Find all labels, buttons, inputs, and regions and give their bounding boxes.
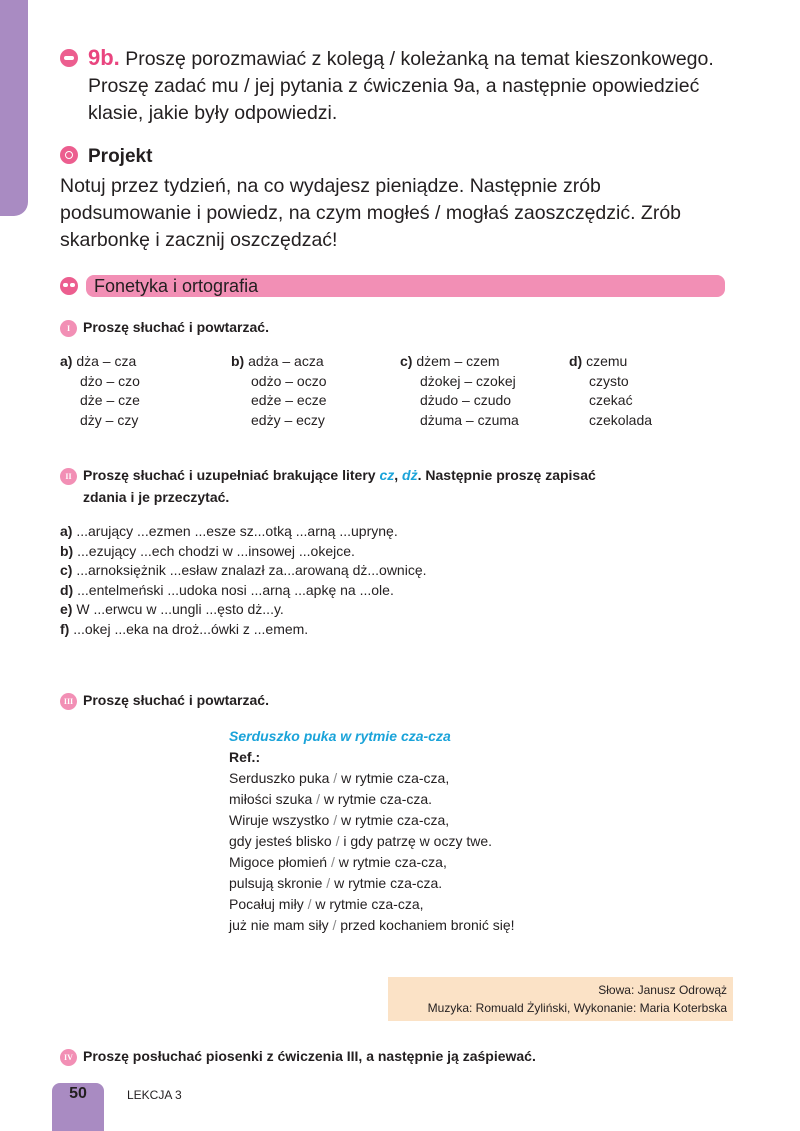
item-letter: b): [60, 542, 74, 559]
syllable-word: czysto: [589, 372, 629, 389]
project-title: Projekt: [88, 146, 153, 167]
project-line: skarbonkę i zacznij oszczędzać!: [60, 229, 338, 251]
item-letter: d): [60, 581, 74, 598]
list-item: [60, 600, 427, 620]
item-letter: e): [60, 601, 73, 617]
syllable-column-b: [231, 352, 327, 430]
lyric-line: Migoce płomień / w rytmie cza-cza,: [229, 854, 447, 870]
syllable-pair: dże – cze: [80, 392, 140, 408]
credit-line: Muzyka: Romuald Żyliński, Wykonanie: Maria Koterbska: [427, 1001, 727, 1015]
list-item: [60, 561, 427, 581]
exercise-instruction: . Następnie proszę zapisać: [417, 467, 596, 483]
gear-icon: [60, 146, 78, 164]
column-letter: c): [400, 353, 413, 369]
exercise-i-heading: [60, 316, 269, 338]
credit-line: Słowa: Janusz Odrowąż: [598, 983, 727, 997]
lyric-line: Pocałuj miły / w rytmie cza-cza,: [229, 896, 424, 912]
syllable-pair: dży – czy: [80, 411, 139, 428]
exercise-text-line: Proszę zadać mu / jej pytania z ćwiczenia 9a, a następnie opowiedzieć: [88, 75, 700, 97]
exercise-number: 9b.: [88, 45, 120, 70]
syllable-column-c: [400, 352, 519, 430]
syllable-pair: dżuma – czuma: [420, 411, 519, 428]
letter-dz: dż: [402, 467, 418, 483]
exercise-instruction: Proszę słuchać i uzupełniać brakujące litery: [83, 467, 380, 483]
sentence-list: [60, 522, 427, 639]
syllable-pair: dżokej – czokej: [420, 372, 516, 389]
list-item: [60, 620, 427, 640]
exercise-text-line: klasie, jakie były odpowiedzi.: [88, 102, 338, 124]
exercise-badge: IV: [60, 1049, 77, 1066]
syllable-column-d: [569, 352, 652, 430]
lyric-line: miłości szuka / w rytmie cza-cza.: [229, 791, 433, 807]
exercise-iii-heading: [60, 689, 269, 711]
syllable-pair: odżo – oczo: [251, 372, 327, 389]
syllable-word: czemu: [586, 353, 628, 369]
song-lyrics: [229, 726, 515, 936]
song-title: Serduszko puka w rytmie cza-cza: [229, 728, 451, 744]
sentence-text: ...ezujący ...ech chodzi w ...insowej ...okejce.: [77, 542, 355, 559]
syllable-pair: dżem – czem: [416, 353, 500, 369]
list-item: [60, 522, 427, 542]
item-letter: f): [60, 620, 70, 637]
lyric-line: już nie mam siły / przed kochaniem bronić się!: [229, 917, 515, 933]
project-line: Notuj przez tydzień, na co wydajesz pieniądze. Następnie zrób: [60, 175, 601, 197]
syllable-pair: edży – eczy: [251, 411, 325, 428]
project-body: [60, 173, 725, 254]
project-heading: [60, 146, 152, 168]
lesson-label: LEKCJA 3: [127, 1088, 182, 1102]
section-title: Fonetyka i ortografia: [86, 275, 725, 297]
exercise-iv-heading: [60, 1045, 536, 1067]
sentence-text: ...arnoksiężnik ...esław znalazł za...arowaną dż...ownicę.: [76, 562, 427, 578]
separator: ,: [394, 467, 403, 483]
list-item: [60, 581, 427, 601]
exercise-9b: [60, 44, 730, 127]
lyric-line: Serduszko puka / w rytmie cza-cza,: [229, 770, 450, 786]
sentence-text: W ...erwcu w ...ungli ...ęsto dż...y.: [76, 601, 284, 617]
list-item: [60, 542, 427, 562]
exercise-text-line: Proszę porozmawiać z kolegą / koleżanką na temat kieszonkowego.: [119, 48, 714, 70]
syllable-word: czekolada: [589, 411, 653, 428]
syllable-pair: dża – cza: [76, 353, 137, 369]
speaking-icon: [60, 49, 78, 67]
exercise-badge: III: [60, 693, 77, 710]
syllable-column-a: [60, 352, 140, 430]
refrain-label: Ref.:: [229, 749, 261, 765]
song-credits: [388, 977, 733, 1021]
sentence-text: ...okej ...eka na droż...ówki z ...emem.: [73, 620, 309, 637]
exercise-badge: II: [60, 468, 77, 485]
lyric-line: pulsują skronie / w rytmie cza-cza.: [229, 875, 443, 891]
item-letter: c): [60, 562, 73, 578]
syllable-pair: edże – ecze: [251, 392, 327, 408]
project-line: podsumowanie i powiedz, na czym mogłeś / mogłaś zaoszczędzić. Zrób: [60, 202, 682, 224]
column-letter: d): [569, 353, 583, 369]
column-letter: b): [231, 353, 245, 369]
syllable-word: czekać: [589, 392, 633, 408]
exercise-badge: I: [60, 320, 77, 337]
sentence-text: ...entelmeński ...udoka nosi ...arną ...apkę na ...ole.: [77, 581, 394, 598]
section-header: [60, 275, 725, 297]
letter-cz: cz: [379, 467, 395, 483]
lyric-line: gdy jesteś blisko / i gdy patrzę w oczy twe.: [229, 833, 493, 849]
syllable-pair: adża – acza: [248, 353, 324, 369]
column-letter: a): [60, 353, 73, 369]
item-letter: a): [60, 523, 73, 539]
exercise-instruction: Proszę słuchać i powtarzać.: [83, 692, 269, 708]
syllable-pair: dżo – czo: [80, 372, 140, 389]
mask-icon: [60, 277, 78, 295]
exercise-instruction: zdania i je przeczytać.: [83, 489, 230, 505]
syllable-pair: dżudo – czudo: [420, 392, 512, 408]
page-number: 50: [69, 1085, 87, 1102]
side-tab: [0, 0, 28, 216]
sentence-text: ...arujący ...ezmen ...esze sz...otką ...arną ...uprynę.: [76, 523, 398, 539]
exercise-instruction: Proszę słuchać i powtarzać.: [83, 319, 269, 335]
exercise-instruction: Proszę posłuchać piosenki z ćwiczenia III, a następnie ją zaśpiewać.: [83, 1048, 536, 1064]
exercise-ii-heading: [60, 464, 740, 508]
lyric-line: Wiruje wszystko / w rytmie cza-cza,: [229, 812, 450, 828]
